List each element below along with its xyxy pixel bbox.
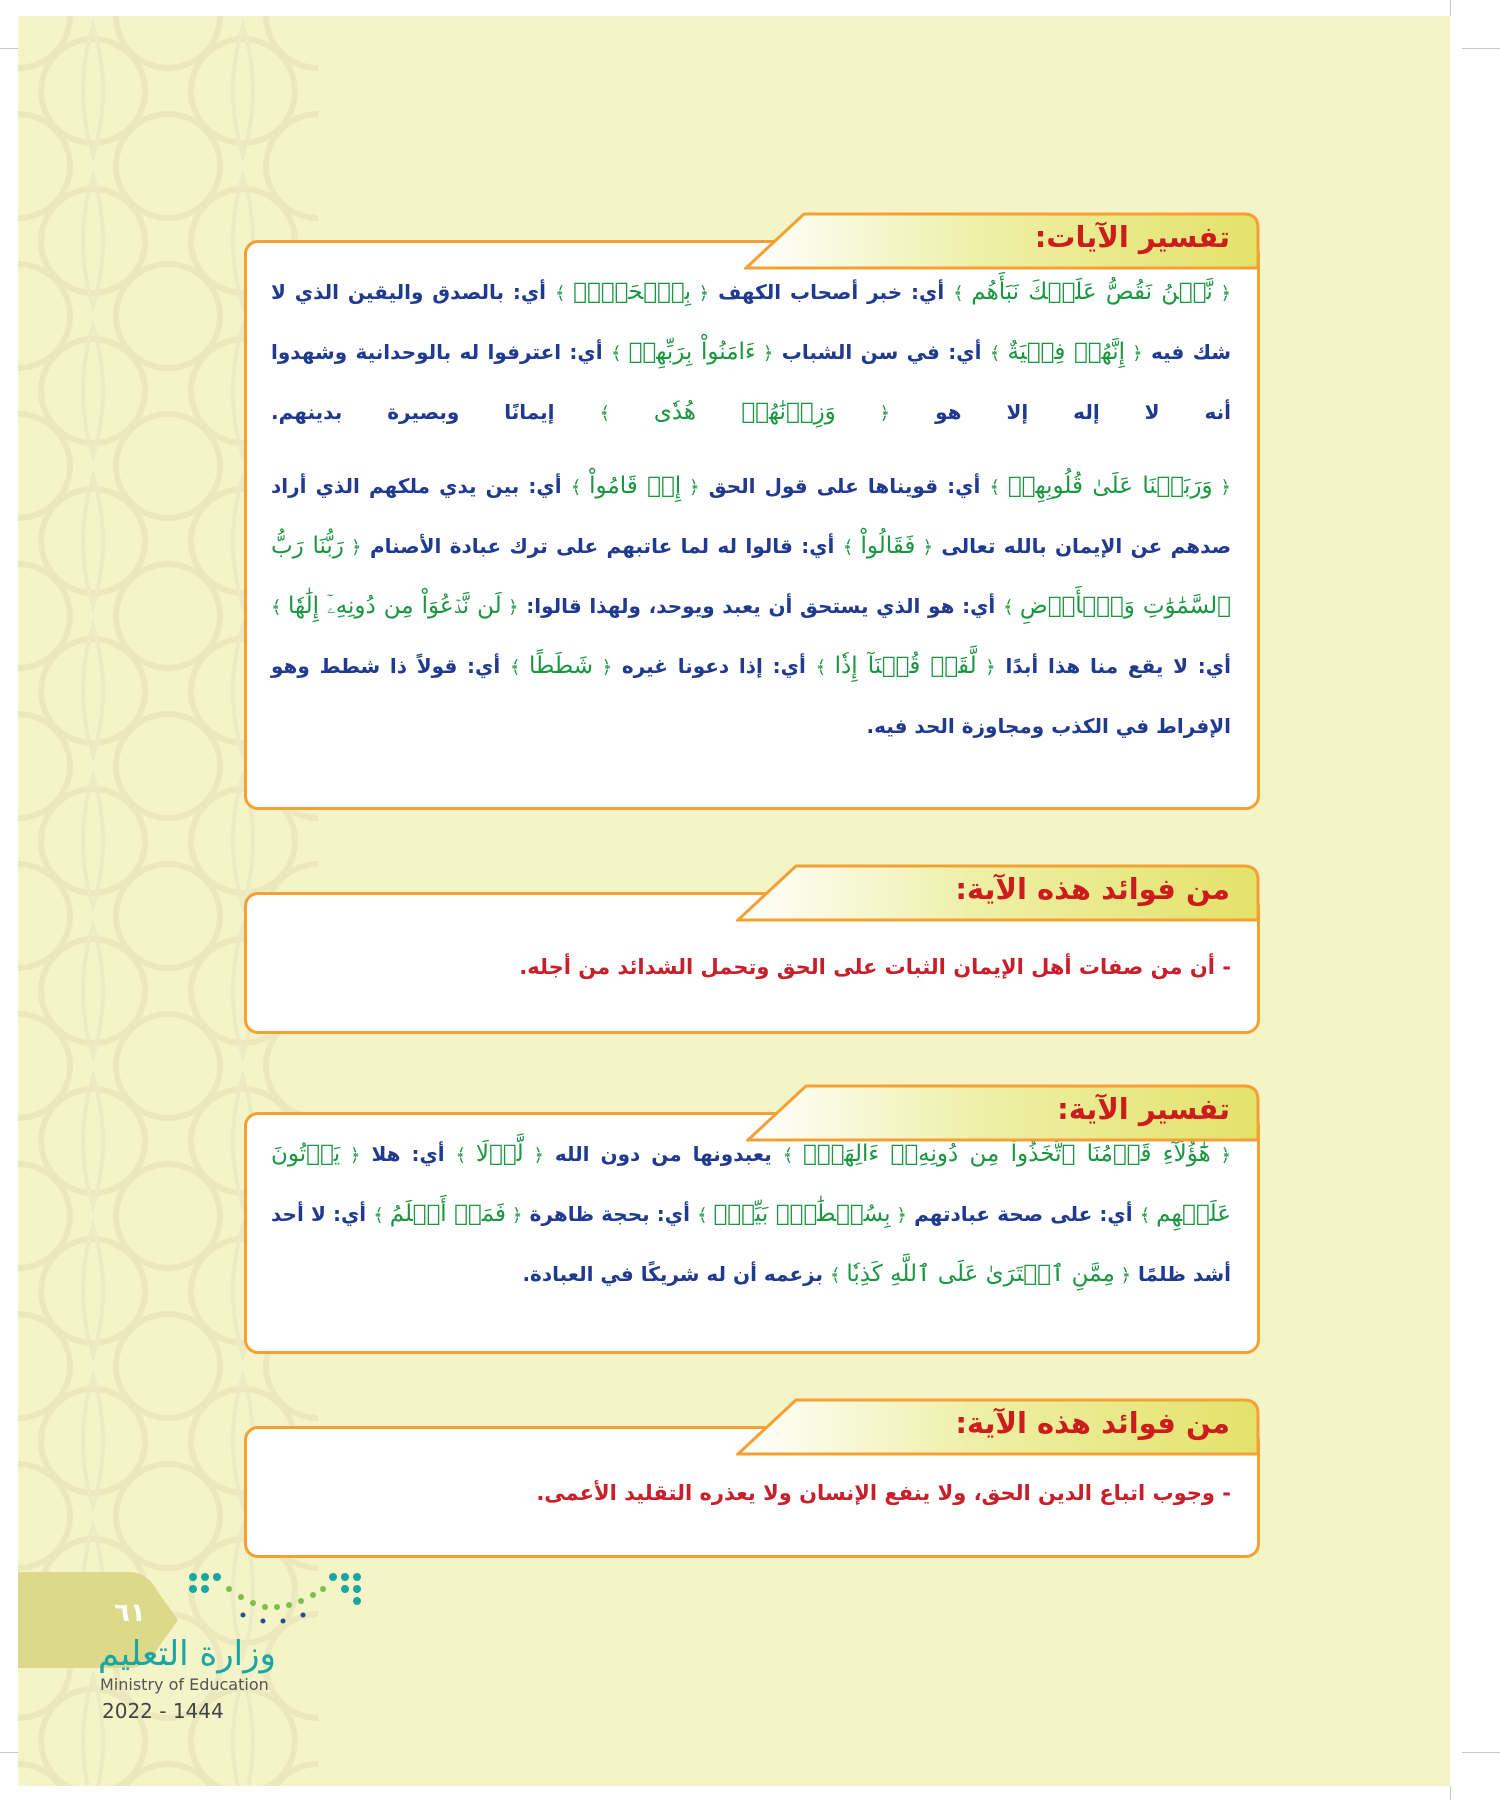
explanation-text: أي: قالوا له لما عاتبهم على ترك عبادة الأصنام: [369, 534, 835, 558]
explanation-text: أي: إذا دعونا غيره: [621, 654, 806, 678]
ornate-bracket-close: ﴾: [815, 657, 835, 678]
ornate-bracket-close: ﴾: [610, 343, 629, 364]
ornate-bracket-open: ﴿: [343, 537, 362, 558]
ornate-bracket-open: ﴿: [1212, 477, 1231, 498]
explanation-text: أي: لا أحد أشد ظلمًا: [271, 1202, 1231, 1286]
ornate-bracket-close: ﴾: [989, 343, 1008, 364]
explanation-text: أي: اعترفوا له بالوحدانية وشهدوا أنه لا إله إلا هو: [271, 340, 1232, 424]
section-title: تفسير الآية:: [1057, 1092, 1230, 1126]
ornate-bracket-close: ﴾: [599, 403, 654, 424]
ornate-bracket-open: ﴿: [976, 657, 996, 678]
explanation-text: أي: خبر أصحاب الكهف: [718, 280, 945, 304]
benefit-tab: [736, 1398, 1260, 1456]
quran-quote: نَّحۡنُ نَقُصُّ عَلَيۡكَ نَبَأَهُم: [971, 279, 1213, 305]
ornate-bracket-open: ﴿: [835, 403, 891, 424]
quran-quote: إِنَّهُمۡ فِتۡيَةٌ: [1007, 339, 1125, 365]
quran-quote: لَن نَّدۡعُوَاْ مِن دُونِهِۦٓ إِلَٰهٗا: [287, 593, 502, 619]
crop-mark: [0, 48, 18, 49]
quran-quote: ءَامَنُواْ بِرَبِّهِمۡ: [628, 339, 756, 365]
ornate-bracket-open: ﴿: [506, 1205, 523, 1226]
explanation-text: أي: بحجة ظاهرة: [529, 1202, 690, 1226]
quran-quote: لَّوۡلَا: [475, 1141, 524, 1167]
ministry-logo-dots: [183, 1567, 363, 1637]
ornate-bracket-close: ﴾: [782, 1145, 803, 1166]
section-tab: [744, 212, 1260, 270]
section-title: تفسير الآيات:: [1034, 220, 1230, 254]
explanation-text: أي: في سن الشباب: [781, 340, 982, 364]
ornate-bracket-open: ﴿: [593, 657, 613, 678]
crop-mark: [1450, 0, 1451, 16]
ornate-bracket-close: ﴾: [271, 597, 288, 618]
quran-quote: فَقَالُواْ: [860, 533, 916, 559]
ornate-bracket-open: ﴿: [890, 1205, 907, 1226]
ornate-bracket-close: ﴾: [697, 1205, 714, 1226]
quran-quote: إِذۡ قَامُواْ: [589, 473, 682, 499]
explanation-text: أي: على صحة عبادتهم: [914, 1202, 1133, 1226]
explanation-text: أي: هلا: [371, 1142, 445, 1166]
explanation-text: أي: بالصدق واليقين الذي لا شك فيه: [271, 280, 1232, 364]
crop-mark: [1450, 1786, 1451, 1800]
ornate-bracket-open: ﴿: [523, 1145, 544, 1166]
crop-mark: [1462, 48, 1500, 49]
ornate-bracket-open: ﴿: [915, 537, 934, 558]
ornate-bracket-close: ﴾: [1139, 1205, 1157, 1226]
crop-mark: [0, 1752, 18, 1753]
ornate-bracket-close: ﴾: [1002, 597, 1020, 618]
ornate-bracket-close: ﴾: [830, 1265, 847, 1286]
quran-quote: بِٱلۡحَقِّۚ: [573, 279, 692, 305]
verses-tafsir-box: [244, 240, 1260, 810]
ornate-bracket-close: ﴾: [989, 477, 1008, 498]
benefit-tab: [736, 864, 1260, 922]
ministry-name-arabic: وزارة التعليم: [98, 1634, 276, 1674]
ornate-bracket-open: ﴿: [1212, 283, 1232, 304]
quran-quote: وَزِدۡنَٰهُمۡ هُدٗى: [653, 399, 836, 425]
ornate-bracket-open: ﴿: [1125, 343, 1143, 364]
explanation-text: أي: قويناها على قول الحق: [708, 474, 981, 498]
verse-tafsir-box: [244, 1112, 1260, 1354]
ornate-bracket-close: ﴾: [509, 657, 530, 678]
quran-quote: فَمَنۡ أَظۡلَمُ: [389, 1201, 507, 1227]
ministry-name-english: Ministry of Education: [100, 1675, 269, 1694]
ornate-bracket-open: ﴿: [501, 597, 519, 618]
edition-year: 2022 - 1444: [102, 1699, 224, 1723]
tafsir-paragraph-3: [271, 1125, 1231, 1305]
tafsir-paragraph-2: [271, 457, 1231, 755]
quran-quote: لَّقَدۡ قُلۡنَآ إِذٗا: [834, 653, 977, 679]
explanation-text: أي: لا يقع منا هذا أبدًا: [1005, 654, 1231, 678]
quran-quote: مِمَّنِ ٱفۡتَرَىٰ عَلَى ٱللَّهِ كَذِبٗا: [846, 1261, 1115, 1287]
ornate-bracket-open: ﴿: [340, 1145, 361, 1166]
ornate-bracket-open: ﴿: [1210, 1145, 1231, 1166]
page-number: ٦١: [114, 1598, 146, 1628]
crop-mark: [1462, 1752, 1500, 1753]
ornate-bracket-close: ﴾: [373, 1205, 390, 1226]
ornate-bracket-open: ﴿: [1114, 1265, 1132, 1286]
page-background: [18, 16, 1450, 1786]
quran-quote: بِسُلۡطَٰنِۭ بَيِّنٖۖ: [713, 1201, 891, 1227]
explanation-text: يعبدونها من دون الله: [554, 1142, 772, 1166]
benefit-text: - أن من صفات أهل الإيمان الثبات على الحق وتحمل الشدائد من أجله.: [519, 955, 1231, 979]
explanation-text: بزعمه أن له شريكًا في العبادة.: [522, 1262, 824, 1286]
section-tab: [746, 1084, 1260, 1142]
benefit-title: من فوائد هذه الآية:: [955, 1406, 1230, 1440]
ornate-bracket-open: ﴿: [755, 343, 774, 364]
tafsir-paragraph-1: [271, 263, 1231, 443]
explanation-text: إيمانًا وبصيرة بدينهم.: [271, 400, 555, 424]
quran-quote: رَبُّنَا رَبُّ ٱلسَّمَٰوَٰتِ وَٱلۡأَرۡضِ: [271, 533, 1231, 619]
ornate-bracket-open: ﴿: [681, 477, 700, 498]
ornate-bracket-close: ﴾: [953, 283, 972, 304]
quran-quote: شَطَطًا: [529, 653, 594, 679]
quran-quote: هَٰٓؤُلَآءِ قَوۡمُنَا ٱتَّخَذُواْ مِن دُونِهِۦٓ ءَالِهَةٗۖ: [803, 1141, 1211, 1167]
explanation-text: أي: بين يدي ملكهم الذي أراد صدهم عن الإيمان بالله تعالى: [271, 474, 1232, 558]
ornate-bracket-close: ﴾: [570, 477, 590, 498]
ornate-bracket-open: ﴿: [691, 283, 710, 304]
ornate-bracket-close: ﴾: [842, 537, 861, 558]
explanation-text: أي: هو الذي يستحق أن يعبد ويوحد، ولهذا قالوا:: [526, 594, 996, 618]
quran-quote: يَأۡتُونَ عَلَيۡهِم: [271, 1141, 1231, 1227]
ornate-bracket-close: ﴾: [554, 283, 574, 304]
ornate-bracket-close: ﴾: [455, 1145, 476, 1166]
benefit-text: - وجوب اتباع الدين الحق، ولا ينفع الإنسان ولا يعذره التقليد الأعمى.: [536, 1481, 1231, 1505]
quran-quote: وَرَبَطۡنَا عَلَىٰ قُلُوبِهِمۡ: [1007, 473, 1213, 499]
benefit-title: من فوائد هذه الآية:: [955, 872, 1230, 906]
explanation-text: أي: قولاً ذا شطط وهو الإفراط في الكذب ومجاوزة الحد فيه.: [271, 654, 1231, 738]
